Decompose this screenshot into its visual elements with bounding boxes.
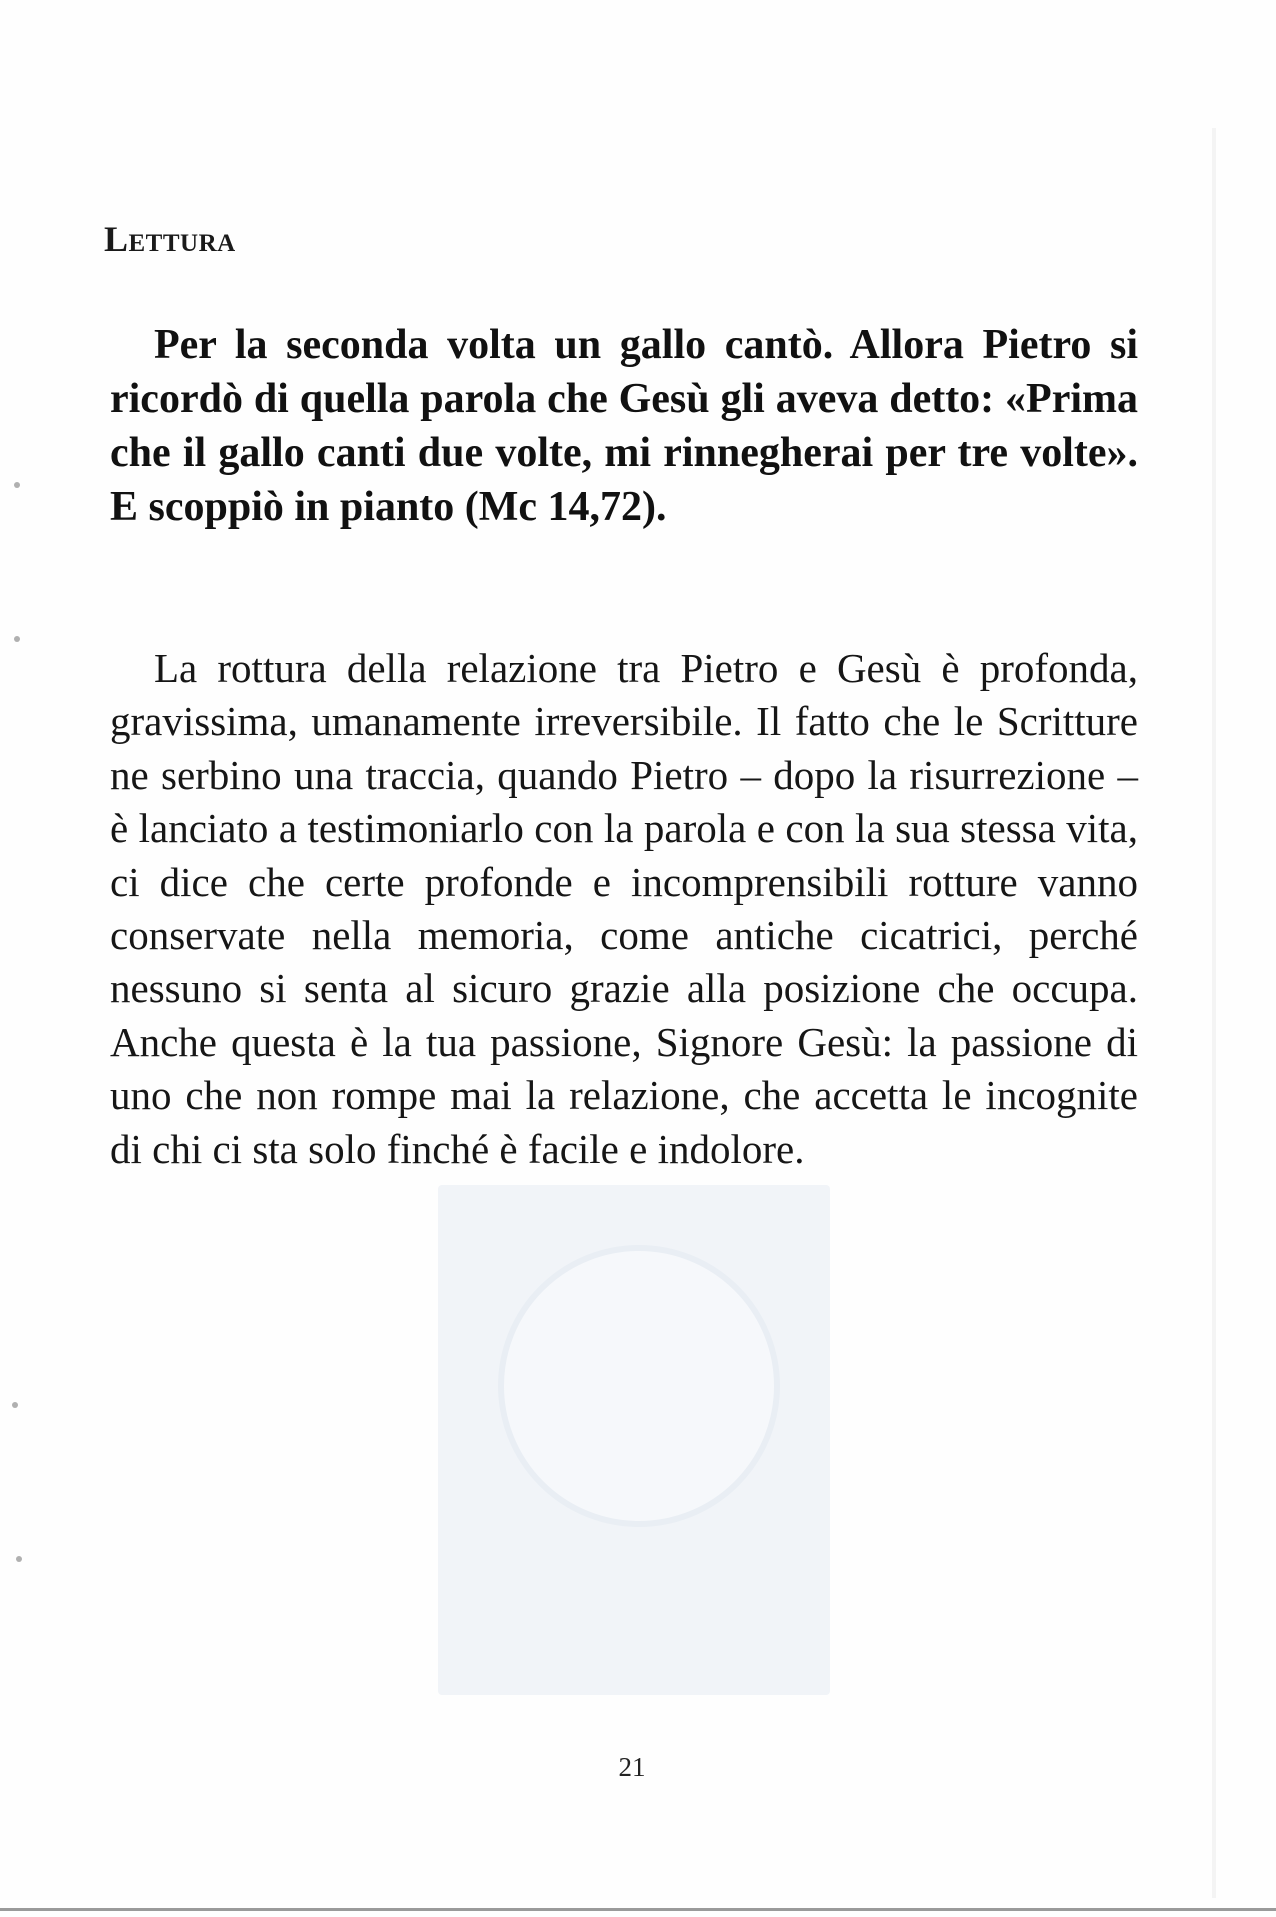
bleed-through-illustration xyxy=(438,1185,830,1695)
paper-edge-bottom xyxy=(0,1908,1276,1911)
paper-edge-right xyxy=(1212,128,1216,1898)
page-number: 21 xyxy=(618,1752,646,1782)
scripture-reading: Per la seconda volta un gallo cantò. Allora Pietro si ricordò di quella parola che Gesù gli aveva detto: «Prima che il gallo canti due volte, mi rinnegherai per tre volte». E scoppiò in pianto (Mc 14,72). xyxy=(110,322,1138,530)
scan-speck xyxy=(14,482,20,488)
bleed-through-circle xyxy=(498,1245,780,1527)
scan-speck xyxy=(14,636,20,642)
section-title: Lettura xyxy=(104,219,236,259)
commentary-paragraph: La rottura della relazione tra Pietro e Gesù è profonda, gravissima, umanamente irreversibile. Il fatto che le Scritture ne serbino una traccia, quando Pietro – dopo la risurrezione – è lanciato a testimoniarlo con la parola e con la sua stessa vita, ci dice che certe profonde e incomprensibili rotture vanno conservate nella memoria, come antiche cicatrici, perché nessuno si senta al sicuro grazie alla posizione che occupa. Anche questa è la tua passione, Signore Gesù: la passione di uno che non rompe mai la relazione, che accetta le incognite di chi ci sta solo finché è facile e indolore. xyxy=(110,645,1138,1172)
scan-speck xyxy=(12,1402,18,1408)
scan-speck xyxy=(16,1556,22,1562)
